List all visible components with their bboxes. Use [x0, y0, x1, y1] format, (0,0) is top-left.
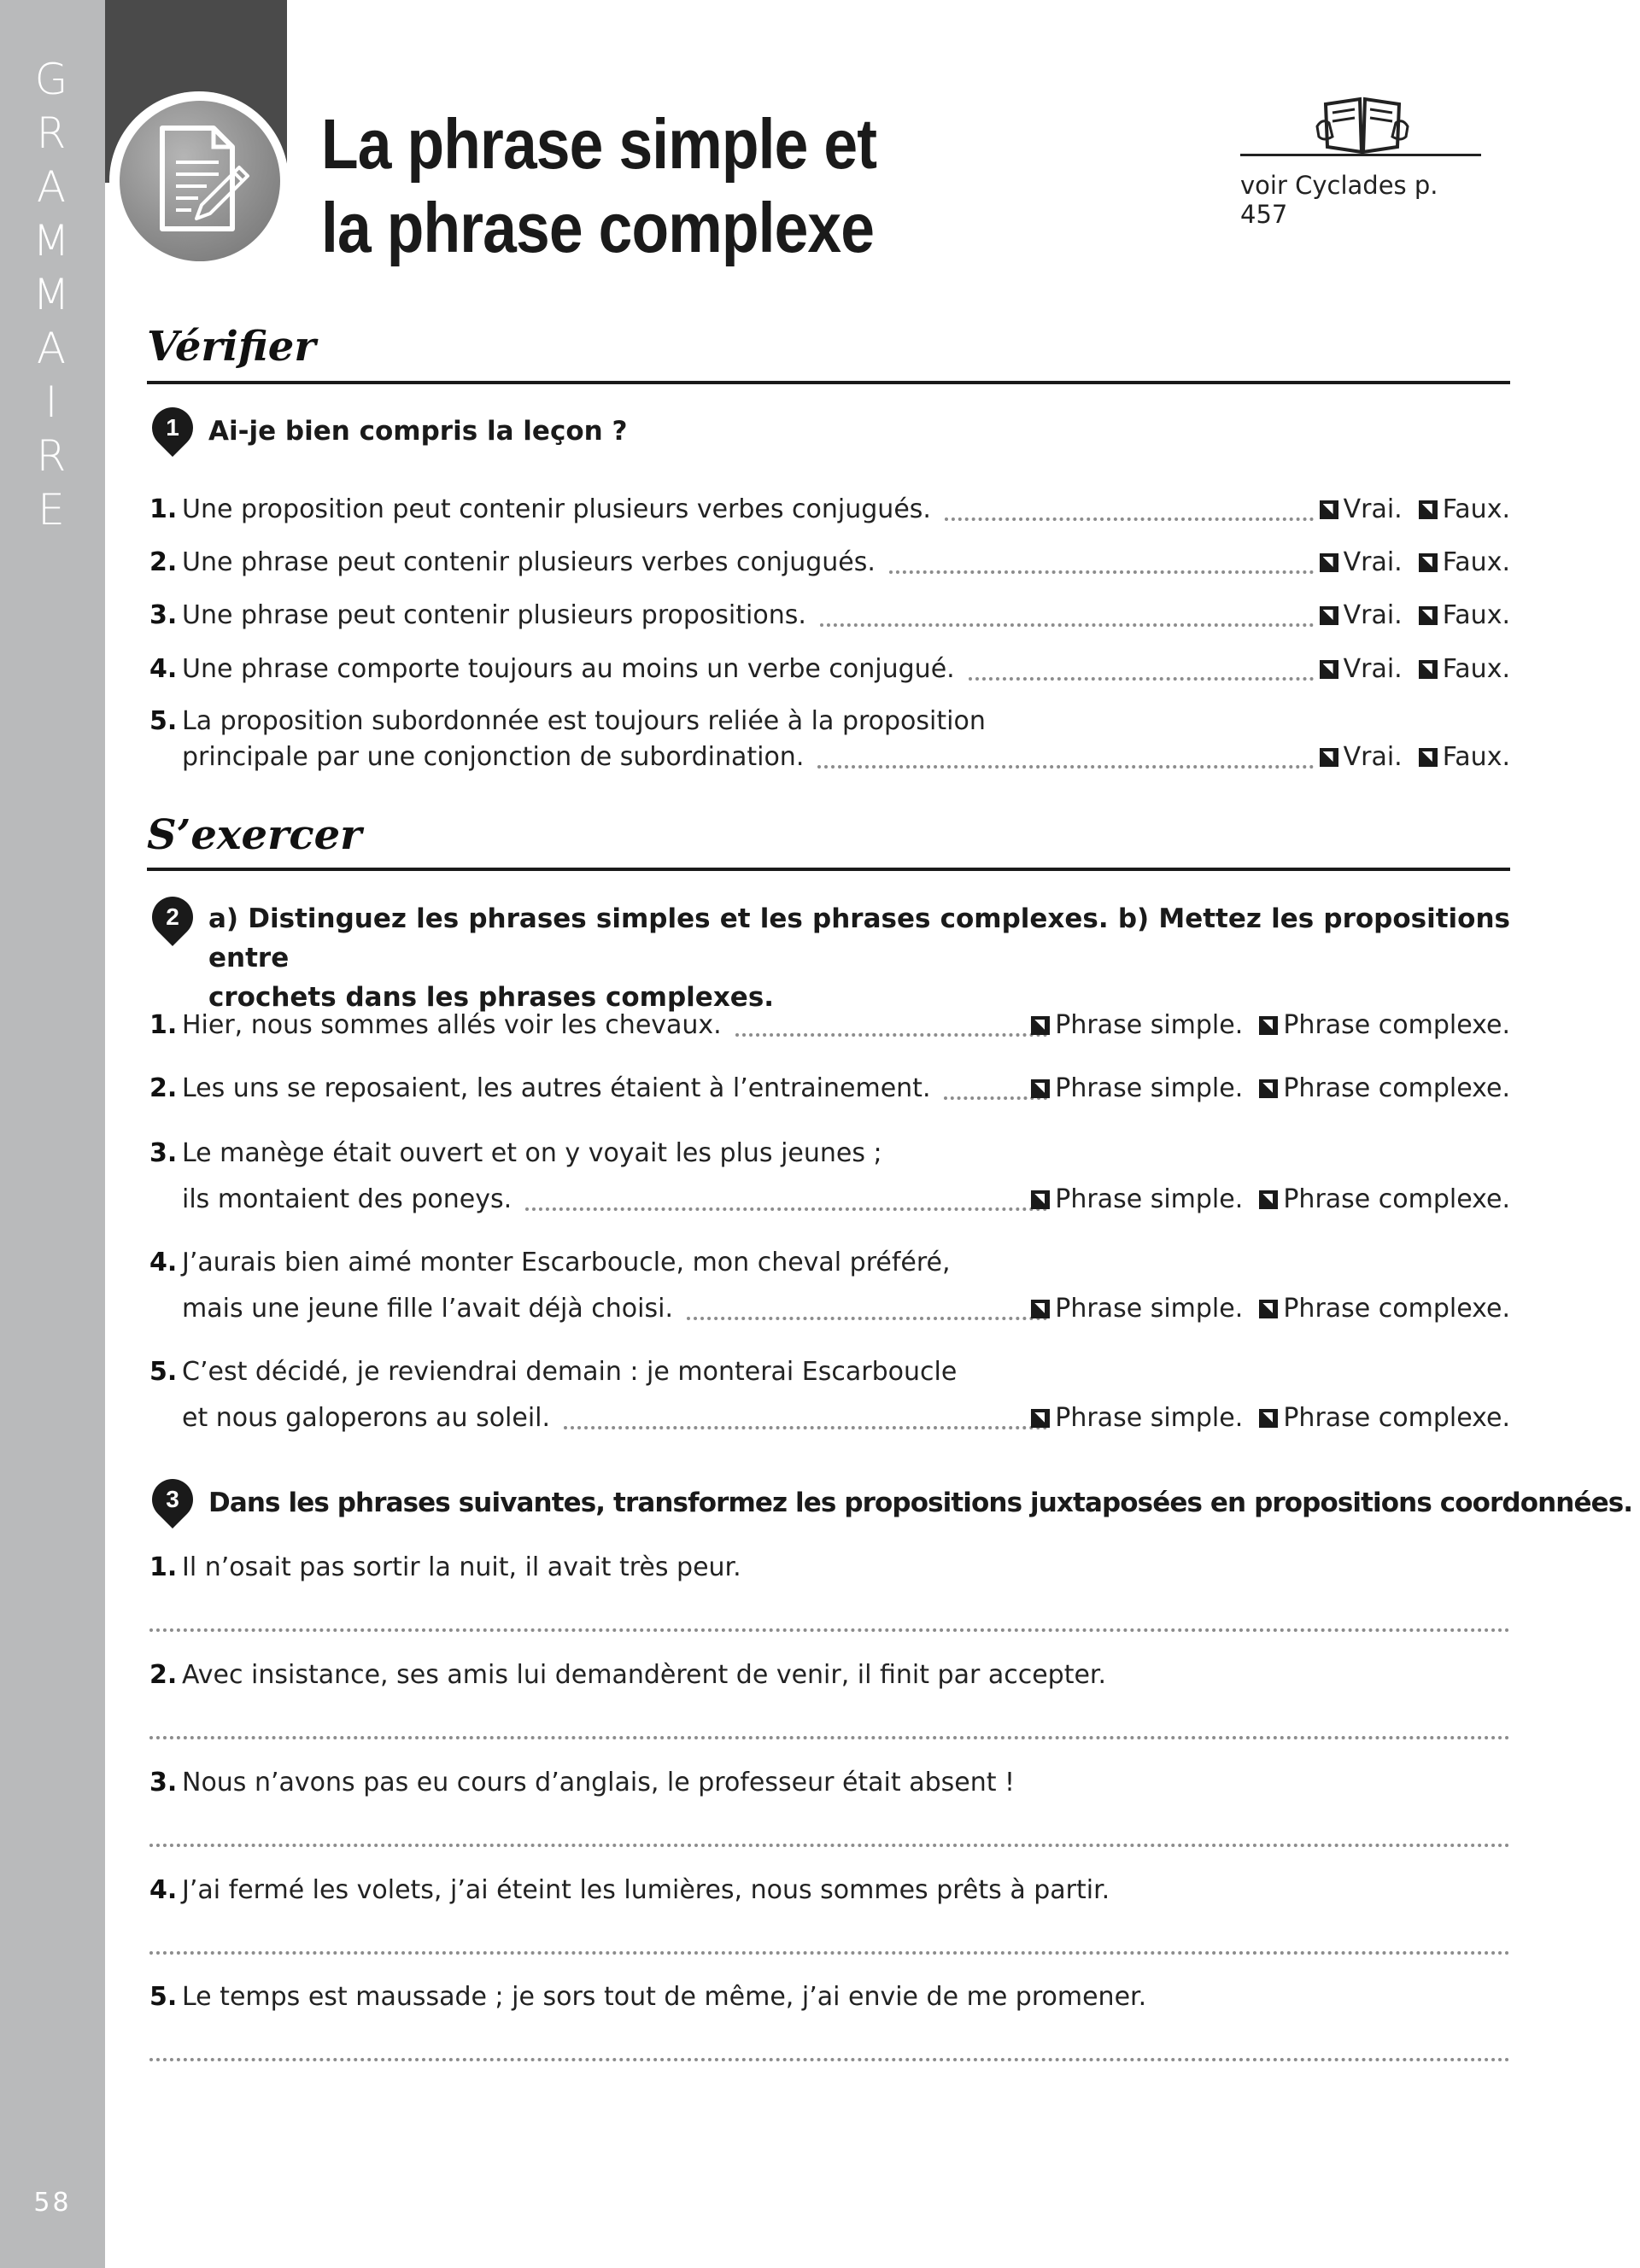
- book-reference: [1240, 92, 1481, 229]
- sidebar-letter: G: [34, 55, 68, 104]
- item-number: 5.: [149, 706, 178, 736]
- checkbox-icon[interactable]: [1031, 1079, 1050, 1098]
- exercise-2-title: [208, 899, 1510, 1017]
- checkbox-icon[interactable]: [1320, 748, 1338, 767]
- answer-line[interactable]: [149, 1844, 1510, 1847]
- item-number: 2.: [149, 1073, 178, 1103]
- checkbox-icon[interactable]: [1419, 660, 1438, 679]
- choice-phrase-complexe[interactable]: [1259, 1291, 1510, 1327]
- document-pencil-icon: [147, 120, 253, 243]
- exercise-number-2: 2: [166, 903, 179, 930]
- page-title-line-2: la phrase complexe: [321, 188, 875, 267]
- choice-phrase-complexe-label: Phrase complexe.: [1283, 1073, 1510, 1103]
- ex1-item-2: [149, 545, 1510, 581]
- item-text: C’est décidé, je reviendrai demain : je monterai Escarboucle: [182, 1357, 958, 1387]
- item-text: Avec insistance, ses amis lui demandèrent de venir, il finit par accepter.: [182, 1660, 1107, 1690]
- sentence-type-choices: [1031, 1400, 1510, 1436]
- dotted-leader: [969, 677, 1314, 681]
- item-text: Hier, nous sommes allés voir les chevaux.: [182, 1010, 722, 1040]
- sentence-type-choices: [1031, 1071, 1510, 1107]
- checkbox-icon[interactable]: [1259, 1190, 1278, 1209]
- sidebar-letter: A: [36, 162, 67, 212]
- checkbox-icon[interactable]: [1031, 1409, 1050, 1428]
- ex1-item-4: [149, 652, 1510, 687]
- choice-vrai-label: Vrai.: [1343, 494, 1403, 524]
- item-text: La proposition subordonnée est toujours reliée à la proposition: [182, 706, 986, 736]
- choice-vrai-label: Vrai.: [1343, 654, 1403, 684]
- item-number: 4.: [149, 654, 178, 684]
- item-text: J’aurais bien aimé monter Escarboucle, mon cheval préféré,: [182, 1248, 951, 1277]
- choice-phrase-complexe[interactable]: [1259, 1071, 1510, 1107]
- sidebar-letter: R: [36, 108, 67, 158]
- choice-phrase-complexe-label: Phrase complexe.: [1283, 1184, 1510, 1214]
- choice-vrai[interactable]: [1320, 652, 1403, 687]
- page-title: [321, 102, 876, 270]
- section-rule-verifier: [147, 381, 1510, 384]
- item-number: 1.: [149, 494, 178, 524]
- item-number: 3.: [149, 1138, 178, 1168]
- dotted-leader: [564, 1426, 1047, 1429]
- exercise-2-title-line-2: crochets dans les phrases complexes.: [208, 982, 775, 1013]
- item-text: Une proposition peut contenir plusieurs verbes conjugués.: [182, 494, 931, 524]
- item-text: Il n’osait pas sortir la nuit, il avait très peur.: [182, 1552, 741, 1582]
- reading-book-icon: [1315, 92, 1409, 159]
- sentence-type-choices: [1031, 1008, 1510, 1043]
- ex3-item-3: [149, 1765, 1510, 1801]
- choice-faux-label: Faux.: [1442, 600, 1510, 630]
- choice-vrai[interactable]: [1320, 598, 1403, 634]
- choice-phrase-simple[interactable]: [1031, 1400, 1243, 1436]
- ex3-item-4: [149, 1873, 1510, 1909]
- dotted-leader: [889, 570, 1314, 574]
- sentence-type-choices: [1031, 1291, 1510, 1327]
- item-text-continued: mais une jeune fille l’avait déjà choisi.: [182, 1294, 673, 1324]
- item-text: Une phrase comporte toujours au moins un verbe conjugué.: [182, 654, 955, 684]
- checkbox-icon[interactable]: [1259, 1016, 1278, 1035]
- sidebar-letter: R: [36, 431, 67, 481]
- true-false-choices: [1320, 598, 1510, 634]
- dotted-leader: [687, 1317, 1047, 1320]
- choice-vrai[interactable]: [1320, 492, 1403, 528]
- choice-faux[interactable]: [1419, 739, 1510, 775]
- checkbox-icon[interactable]: [1320, 606, 1338, 625]
- answer-line[interactable]: [149, 1628, 1510, 1632]
- checkbox-icon[interactable]: [1259, 1079, 1278, 1098]
- item-text: Une phrase peut contenir plusieurs verbes conjugués.: [182, 547, 876, 577]
- choice-faux-label: Faux.: [1442, 494, 1510, 524]
- ex3-item-1: [149, 1550, 1510, 1586]
- choice-phrase-complexe[interactable]: [1259, 1182, 1510, 1218]
- choice-faux[interactable]: [1419, 492, 1510, 528]
- sidebar-letter: A: [36, 324, 67, 373]
- exercise-2-title-line-1: a) Distinguez les phrases simples et les phrases complexes. b) Mettez les propositions entre: [208, 903, 1510, 973]
- section-rule-exercer: [147, 868, 1510, 871]
- choice-phrase-simple[interactable]: [1031, 1071, 1243, 1107]
- item-number: 2.: [149, 1660, 178, 1690]
- true-false-choices: [1320, 545, 1510, 581]
- sidebar-letter: M: [32, 216, 70, 266]
- true-false-choices: [1320, 652, 1510, 687]
- sidebar-letter: M: [32, 270, 70, 319]
- item-text: Les uns se reposaient, les autres étaient à l’entrainement.: [182, 1073, 931, 1103]
- item-number: 3.: [149, 1768, 178, 1797]
- item-text: Le temps est maussade ; je sors tout de même, j’ai envie de me promener.: [182, 1982, 1147, 2012]
- checkbox-icon[interactable]: [1320, 553, 1338, 572]
- true-false-choices: [1320, 739, 1510, 775]
- sidebar-letter: I: [44, 377, 58, 427]
- page-title-line-1: La phrase simple et: [321, 104, 877, 184]
- choice-vrai-label: Vrai.: [1343, 742, 1403, 772]
- choice-phrase-simple-label: Phrase simple.: [1055, 1184, 1244, 1214]
- item-text: Le manège était ouvert et on y voyait les plus jeunes ;: [182, 1138, 882, 1168]
- page-number: 58: [33, 2188, 72, 2218]
- exercise-1-title: Ai-je bien compris la leçon ?: [208, 416, 628, 447]
- item-number: 4.: [149, 1248, 178, 1277]
- item-text-continued: principale par une conjonction de subordination.: [182, 742, 805, 772]
- item-text-continued: et nous galoperons au soleil.: [182, 1403, 551, 1433]
- item-number: 1.: [149, 1010, 178, 1040]
- ex2-item-1: [149, 1008, 1510, 1043]
- choice-phrase-simple[interactable]: [1031, 1182, 1243, 1218]
- ex2-item-4: [149, 1245, 1510, 1327]
- section-heading-exercer: S’exercer: [147, 811, 362, 859]
- section-heading-verifier: Vérifier: [147, 323, 316, 371]
- checkbox-icon[interactable]: [1419, 748, 1438, 767]
- checkbox-icon[interactable]: [1320, 500, 1338, 519]
- checkbox-icon[interactable]: [1031, 1300, 1050, 1318]
- true-false-choices: [1320, 492, 1510, 528]
- ex2-item-3: [149, 1136, 1510, 1218]
- checkbox-icon[interactable]: [1419, 606, 1438, 625]
- dotted-leader: [817, 765, 1314, 769]
- choice-vrai-label: Vrai.: [1343, 547, 1403, 577]
- dotted-leader: [525, 1207, 1047, 1211]
- checkbox-icon[interactable]: [1419, 553, 1438, 572]
- exercise-3-title: Dans les phrases suivantes, transformez les propositions juxtaposées en propositions coordonnées.: [208, 1488, 1633, 1518]
- sentence-type-choices: [1031, 1182, 1510, 1218]
- sidebar: [0, 0, 105, 2268]
- choice-phrase-simple-label: Phrase simple.: [1055, 1294, 1244, 1324]
- answer-line[interactable]: [149, 1951, 1510, 1955]
- choice-vrai[interactable]: [1320, 545, 1403, 581]
- sidebar-letter: E: [38, 485, 65, 535]
- sidebar-vertical-label: [26, 53, 77, 537]
- answer-line[interactable]: [149, 2058, 1510, 2061]
- item-number: 5.: [149, 1982, 178, 2012]
- item-number: 3.: [149, 600, 178, 630]
- reference-text: voir Cyclades p. 457: [1240, 171, 1438, 229]
- item-number: 5.: [149, 1357, 178, 1387]
- choice-faux[interactable]: [1419, 545, 1510, 581]
- item-number: 4.: [149, 1875, 178, 1905]
- choice-vrai-label: Vrai.: [1343, 600, 1403, 630]
- choice-phrase-complexe-label: Phrase complexe.: [1283, 1010, 1510, 1040]
- choice-phrase-complexe[interactable]: [1259, 1400, 1510, 1436]
- choice-phrase-simple-label: Phrase simple.: [1055, 1073, 1244, 1103]
- ex1-item-5: [149, 704, 1510, 775]
- item-text: Une phrase peut contenir plusieurs propositions.: [182, 600, 806, 630]
- dotted-leader: [945, 517, 1314, 521]
- ex3-item-2: [149, 1657, 1510, 1693]
- dotted-leader: [735, 1033, 1047, 1037]
- ex1-item-1: [149, 492, 1510, 528]
- item-number: 1.: [149, 1552, 178, 1582]
- choice-vrai[interactable]: [1320, 739, 1403, 775]
- choice-phrase-simple-label: Phrase simple.: [1055, 1403, 1244, 1433]
- exercise-number-3: 3: [166, 1486, 179, 1512]
- item-text: J’ai fermé les volets, j’ai éteint les lumières, nous sommes prêts à partir.: [182, 1875, 1110, 1905]
- dotted-leader: [820, 623, 1314, 627]
- checkbox-icon[interactable]: [1320, 660, 1338, 679]
- exercise-number-1: 1: [166, 414, 179, 441]
- choice-phrase-simple[interactable]: [1031, 1008, 1243, 1043]
- answer-line[interactable]: [149, 1736, 1510, 1739]
- ex1-item-3: [149, 598, 1510, 634]
- item-number: 2.: [149, 547, 178, 577]
- choice-faux[interactable]: [1419, 598, 1510, 634]
- ex3-item-5: [149, 1979, 1510, 2015]
- ex2-item-2: [149, 1071, 1510, 1107]
- reference-rule: [1240, 154, 1481, 156]
- choice-phrase-simple[interactable]: [1031, 1291, 1243, 1327]
- choice-faux-label: Faux.: [1442, 742, 1510, 772]
- choice-faux-label: Faux.: [1442, 654, 1510, 684]
- checkbox-icon[interactable]: [1259, 1300, 1278, 1318]
- ex2-item-5: [149, 1354, 1510, 1436]
- checkbox-icon[interactable]: [1031, 1016, 1050, 1035]
- choice-phrase-complexe[interactable]: [1259, 1008, 1510, 1043]
- choice-phrase-complexe-label: Phrase complexe.: [1283, 1294, 1510, 1324]
- checkbox-icon[interactable]: [1259, 1409, 1278, 1428]
- item-text-continued: ils montaient des poneys.: [182, 1184, 512, 1214]
- choice-phrase-simple-label: Phrase simple.: [1055, 1010, 1244, 1040]
- choice-faux[interactable]: [1419, 652, 1510, 687]
- choice-phrase-complexe-label: Phrase complexe.: [1283, 1403, 1510, 1433]
- choice-faux-label: Faux.: [1442, 547, 1510, 577]
- item-text: Nous n’avons pas eu cours d’anglais, le professeur était absent !: [182, 1768, 1016, 1797]
- checkbox-icon[interactable]: [1031, 1190, 1050, 1209]
- checkbox-icon[interactable]: [1419, 500, 1438, 519]
